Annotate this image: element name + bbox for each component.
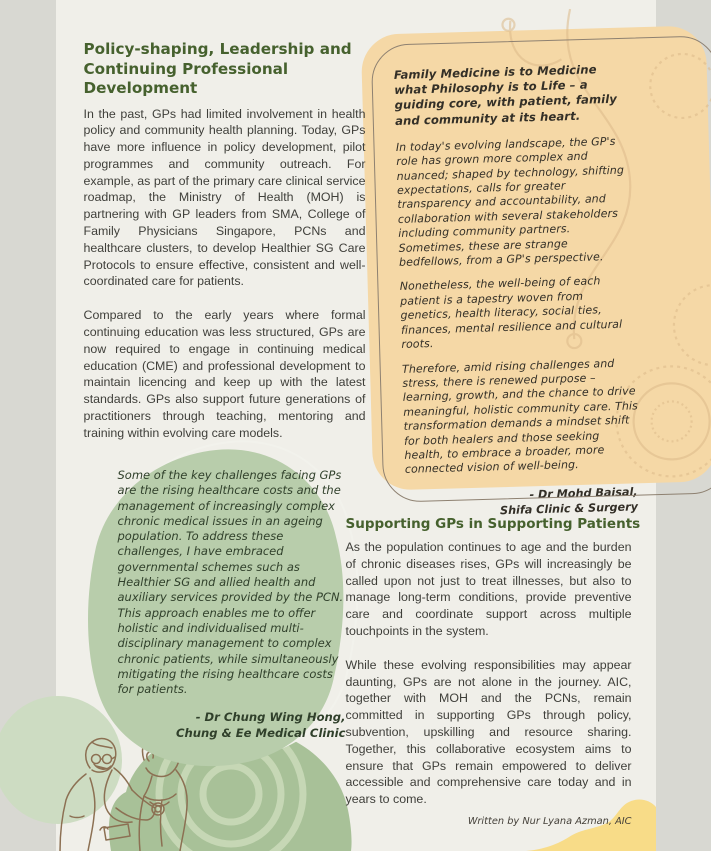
quote-paragraph: In today's evolving landscape, the GP's role has grown more complex and nuanced; shaped by technology, shifting expectations, calls for greater transparency and accountability, and collaboration with several stakeholders including community partners. Sometimes, these are strange bedfellows, from a GP's perspective. [395,134,624,269]
quote-paragraph: Therefore, amid rising challenges and stress, there is renewed purpose – learning, growth, and the chance to drive meaningful, holistic community care. This transformation demands a mindset shift for both healers and those seeking health, to embrace a broader, more connected vision of well-being. [401,356,638,477]
body-paragraph: Compared to the early years where formal continuing education was less structured, GPs are now required to engage in continuing medical education (CME) and professional development to maintain licencing and keep up with the latest standards. GPs also support future generations of practitioners through teaching, mentoring and training within evolving care models. [83,308,366,440]
attribution-org: Shifa Clinic & Surgery [499,500,638,517]
magazine-page [56,0,656,851]
quote-lead: Family Medicine is to Medicine what Philosophy is to Life – a guiding core, with patient, family and community at its heart. [393,62,617,128]
body-paragraph: While these evolving responsibilities may appear daunting, GPs are not alone in the journey. AIC, together with MOH and the PCNs, remain committed in supporting GPs through policy, subvention, upskilling and resource sharing. Together, this collaborative ecosystem aims to ensure that GPs remain empowered to deliver accessible and comprehensive care today and in years to come. [345,657,632,807]
gp-quote-box [360,25,711,517]
gp-challenges-quote [118,468,348,741]
body-paragraph: As the population continues to age and the burden of chronic diseases rises, GPs will increasingly be called upon not just to treat illnesses, but also to manage long-term conditions, provide preventive care and coordinate support across multiple touchpoints in the system. [345,540,632,638]
attribution-name: - Dr Chung Wing Hong, [195,710,346,725]
quote-box-content [393,61,642,520]
quote-text: Some of the key challenges facing GPs are the rising healthcare costs and the management of increasingly complex chronic medical issues in an ageing population. To address these challenges, I have embraced governmental schemes such as Healthier SG and allied health and auxiliary services provided by the PCN. This approach enables me to offer holistic and individualised multi-disciplinary management to complex chronic patients, while simultaneously mitigating the rising healthcare costs for patients. [117,468,344,697]
quote-attribution [118,710,348,741]
section-heading: Supporting GPs in Supporting Patients [345,516,641,532]
attribution-name: - Dr Mohd Baisal, [528,485,638,502]
quote-paragraph: Nonetheless, the well-being of each patient is a tapestry woven from genetics, health literacy, social ties, finances, mental resilience and cultural roots. [399,274,622,351]
attribution-org: Chung & Ee Medical Clinic [175,725,346,740]
section-supporting-gps [345,516,641,827]
body-paragraph: In the past, GPs had limited involvement in health policy and community health planning. Today, GPs have more influence in policy development, pilot programmes and community outreach. For example, as part of the primary care clinical service roadmap, the Ministry of Health (MOH) is partnering with GP leaders from SMA, College of Family Physicians Singapore, PCNs and healthcare clusters, to develop Healthier SG Care Protocols to ensure effective, consistent and well-coordinated care for patients. [83,106,366,289]
section-heading: Policy-shaping, Leadership and Continuing Professional Development [83,40,352,97]
byline: Written by Nur Lyana Azman, AIC [467,815,632,827]
section-policy-shaping [84,40,366,459]
